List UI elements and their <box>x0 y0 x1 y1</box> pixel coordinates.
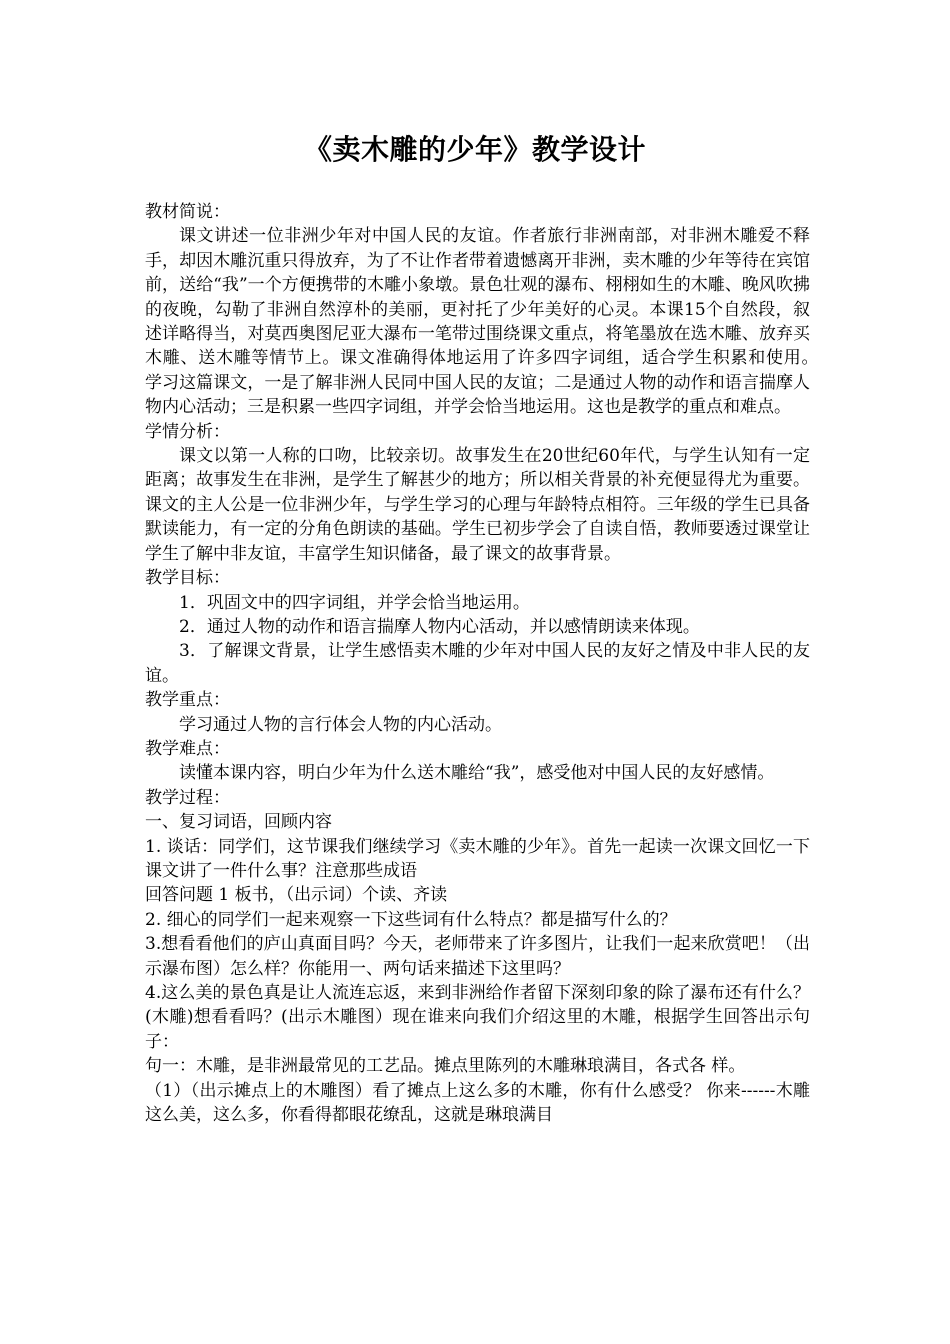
goal-item: 1．巩固文中的四字词组，并学会恰当地运用。 <box>179 592 530 613</box>
process-line: 2. 细心的同学们一起来观察一下这些词有什么特点？都是描写什么的？ <box>145 909 677 930</box>
section-text-difficulties: 读懂本课内容，明白少年为什么送木雕给“我”，感受他对中国人民的友好感情。 <box>179 763 775 784</box>
section-heading-difficulties: 教学难点： <box>145 738 230 759</box>
goal-item: 2．通过人物的动作和语言揣摩人物内心活动，并以感情朗读来体现。 <box>179 616 700 637</box>
section-heading-process: 教学过程： <box>145 787 230 808</box>
process-line: 4.这么美的景色真是让人流连忘返，来到非洲给作者留下深刻印象的除了瀑布还有什么？(木雕)想看看吗？(出示木雕图）现在谁来向我们介绍这里的木雕，根据学生回答出示句子： <box>145 983 810 1052</box>
goal-item: 3．了解课文背景，让学生感悟卖木雕的少年对中国人民的友好之情及中非人民的友谊。 <box>145 641 810 686</box>
process-line: 3.想看看他们的庐山真面目吗？今天，老师带来了许多图片，让我们一起来欣赏吧！（出示瀑布图）怎么样？你能用一、两句话来描述下这里吗？ <box>145 934 810 979</box>
process-line: 句一：木雕，是非洲最常见的工艺品。摊点里陈列的木雕琳琅满目，各式各 样。 <box>145 1056 746 1077</box>
process-line: （1）（出示摊点上的木雕图）看了摊点上这么多的木雕，你有什么感受？ 你来------木雕这么美，这么多，你看得都眼花缭乱，这就是琳琅满目 <box>145 1080 810 1126</box>
document-body <box>145 200 844 1127</box>
page-title: 《卖木雕的少年》教学设计 <box>303 133 646 166</box>
process-line: 1. 谈话：同学们，这节课我们继续学习《卖木雕的少年》。首先一起读一次课文回忆一下课文讲了一件什么事？注意那些成语 <box>145 836 810 881</box>
process-line: 回答问题 1 板书，（出示词）个读、齐读 <box>145 885 448 906</box>
section-heading-goals: 教学目标： <box>145 568 230 589</box>
section-heading-students: 学情分析： <box>145 421 230 442</box>
section-text-students: 课文以第一人称的口吻，比较亲切。故事发生在20世纪60年代，与学生认知有一定距离；故事发生在非洲，是学生了解甚少的地方；所以相关背景的补充便显得尤为重要。课文的主人公是一位非洲少年，与学生学习的心理与年龄特点相符。三年级的学生已具备默读能力，有一定的分角色朗读的基础。学生已初步学会了自读自悟，教师要透过课堂让学生了解中非友谊，丰富学生知识储备，最了课文的故事背景。 <box>145 446 810 564</box>
section-text-key-points: 学习通过人物的言行体会人物的内心活动。 <box>179 714 502 735</box>
section-heading-materials: 教材简说： <box>145 202 230 222</box>
section-heading-key-points: 教学重点： <box>145 690 230 711</box>
section-text-materials: 课文讲述一位非洲少年对中国人民的友谊。作者旅行非洲南部，对非洲木雕爱不释手，却因木雕沉重只得放弃，为了不让作者带着遗憾离开非洲，卖木雕的少年等待在宾馆前，送给“我”一个方便携带的木雕小象墩。景色壮观的瀑布、栩栩如生的木雕、晚风吹拂的夜晚，勾勒了非洲自然淳朴的美丽，更衬托了少年美好的心灵。本课15个自然段，叙述详略得当，对莫西奥图尼亚大瀑布一笔带过围绕课文重点，将笔墨放在选木雕、放弃买木雕、送木雕等情节上。课文准确得体地运用了许多四字词组，适合学生积累和使用。 学习这篇课文，一是了解非洲人民同中国人民的友谊；二是通过人物的动作和语言揣摩人物内心活动；三是积累一些四字词组，并学会恰当地运用。这也是教学的重点和难点。 <box>145 226 844 418</box>
process-line: 一、复习词语，回顾内容 <box>145 812 332 833</box>
